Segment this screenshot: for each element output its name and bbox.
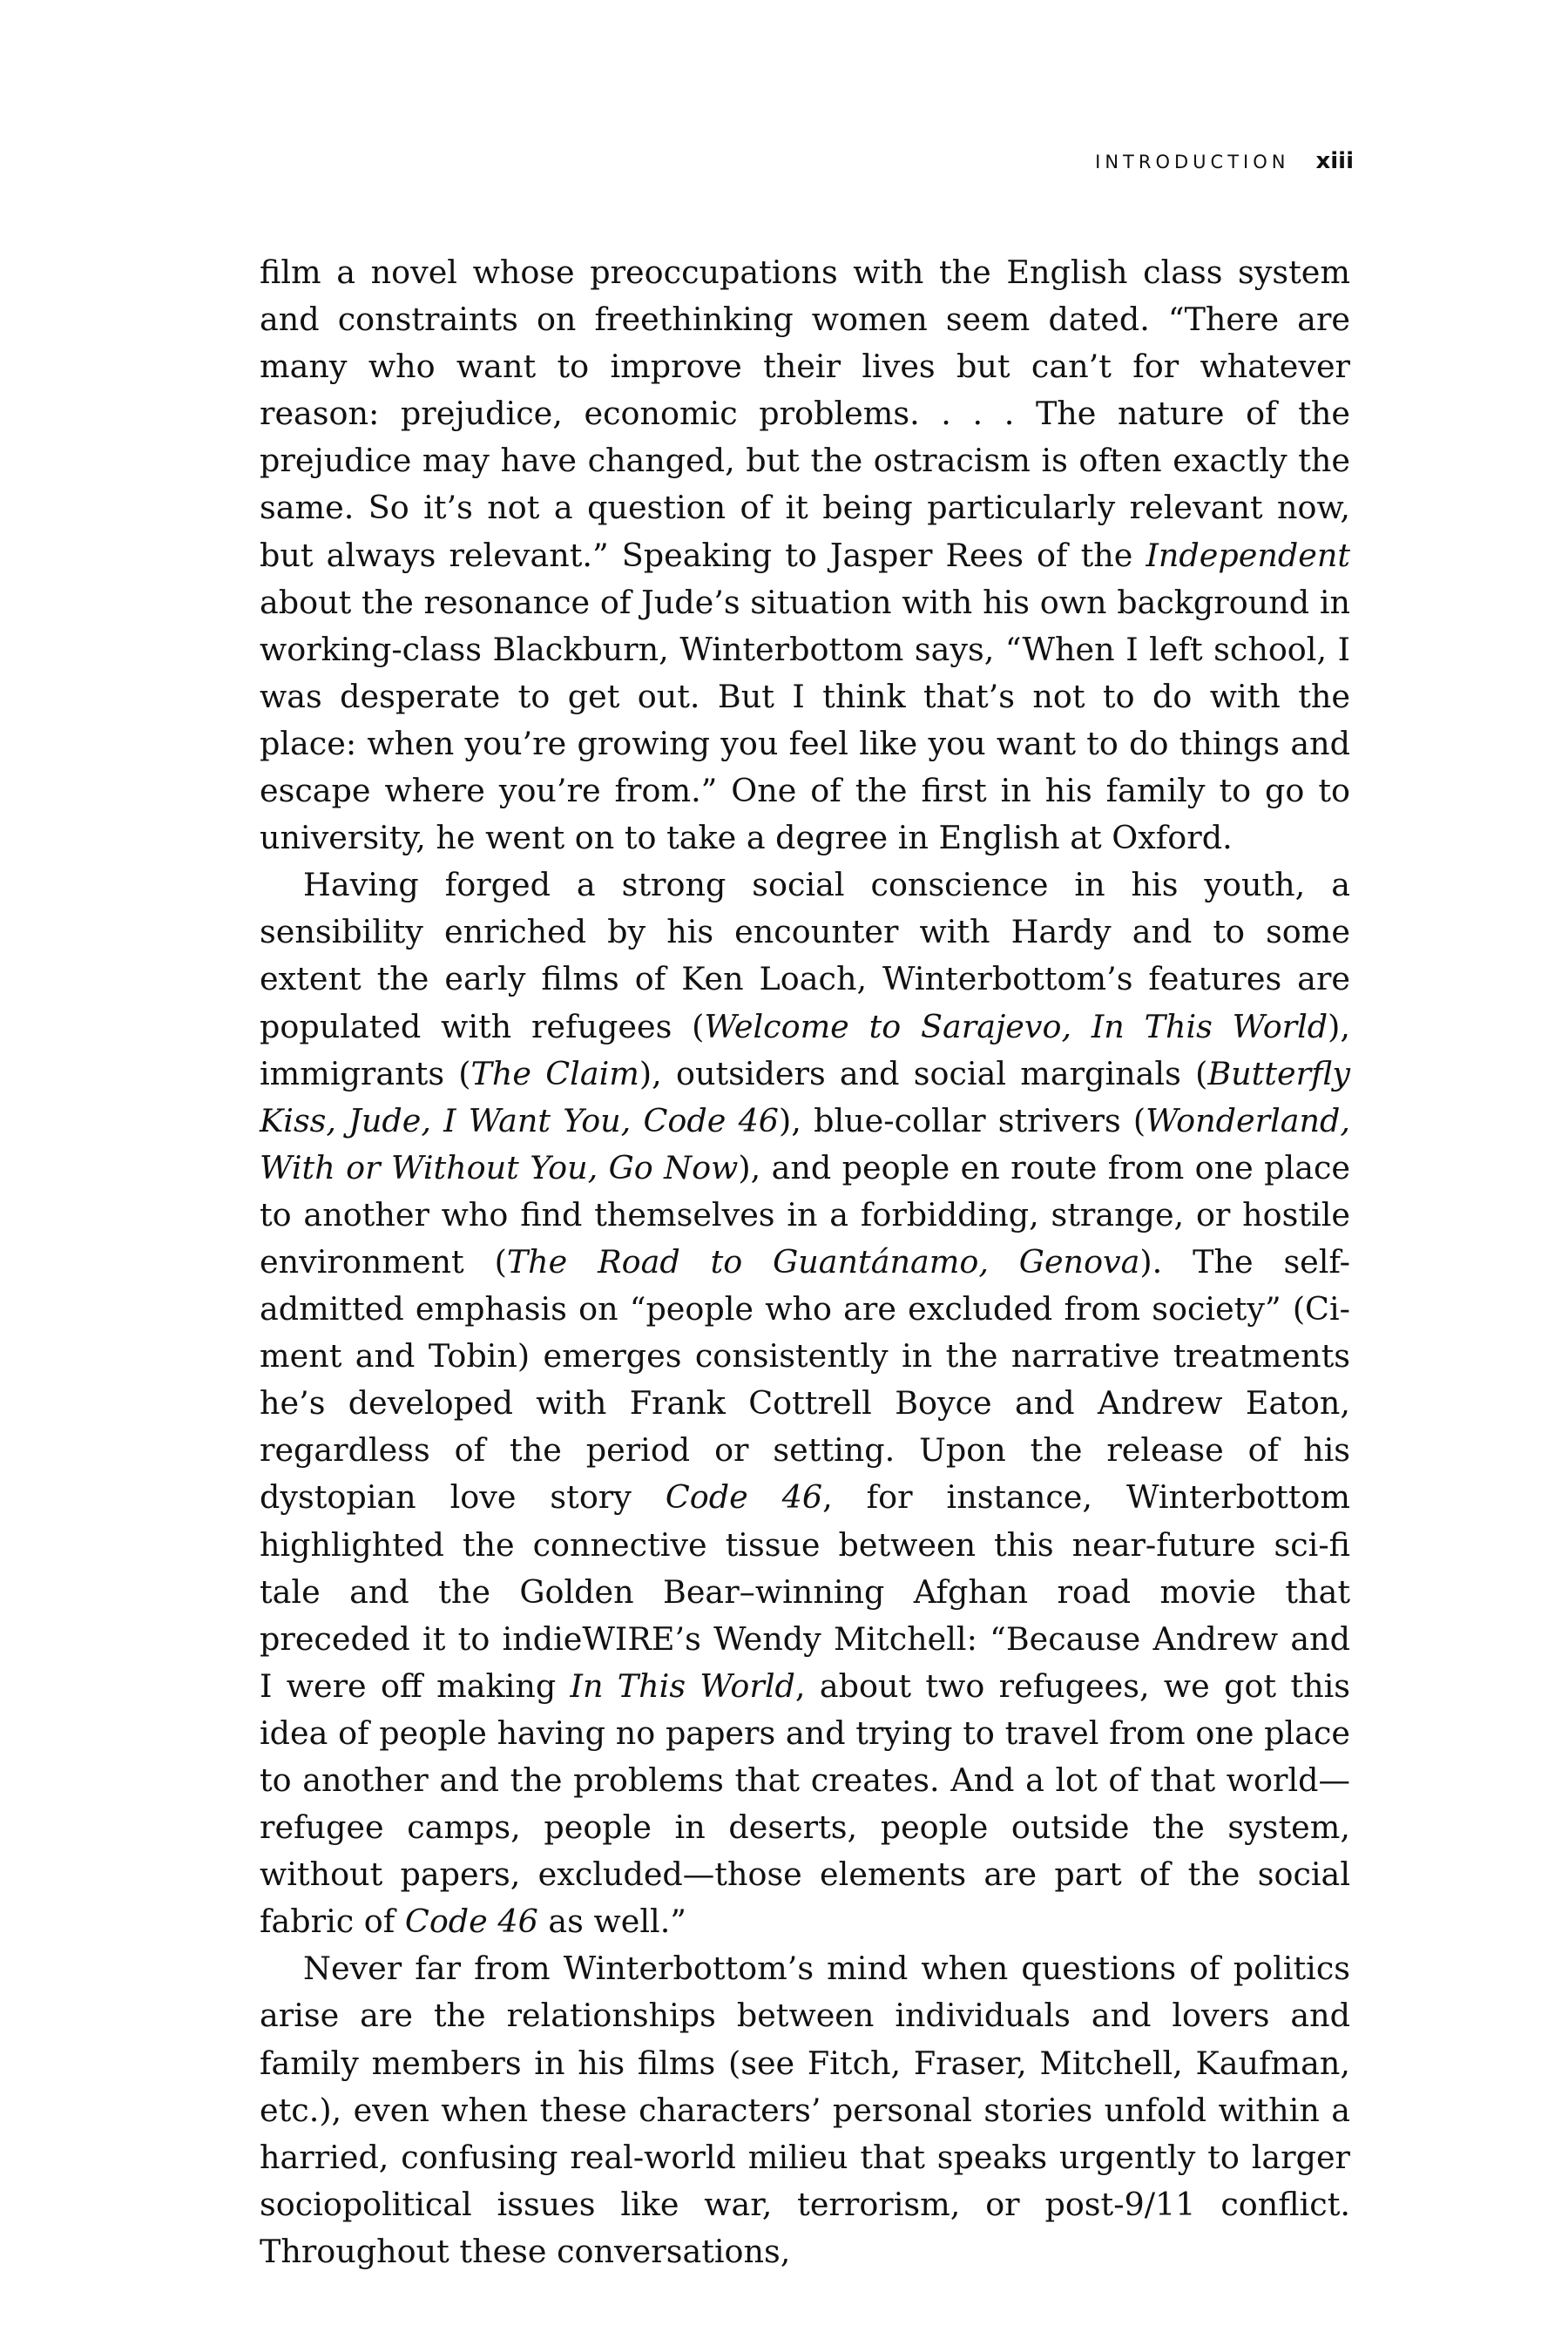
paragraph-2 xyxy=(260,862,1350,1945)
italic-title: Wonderland, With or Without You, Go Now xyxy=(260,1101,1350,1186)
italic-title: Welcome to Sarajevo, In This World xyxy=(704,1007,1328,1045)
running-head-section: INTRODUCTION xyxy=(1095,152,1290,172)
italic-title: Code 46 xyxy=(404,1903,538,1941)
page-number: xiii xyxy=(1315,148,1354,174)
italic-title: Independent xyxy=(1146,536,1350,574)
text-run: as well.” xyxy=(537,1903,686,1941)
italic-title: Code 46 xyxy=(665,1478,823,1517)
italic-title: The Road to Guantánamo, Genova xyxy=(506,1242,1140,1281)
text-run: ), blue-collar strivers ( xyxy=(779,1101,1146,1139)
paragraph-3 xyxy=(260,1945,1350,2275)
paragraph-1 xyxy=(260,249,1350,862)
running-head xyxy=(1095,148,1354,174)
text-run: Having forged a strong social conscience in his youth, a sensibility enriched by his encounter with Hardy and to some extent the early films of Ken Loach, Winterbottom’s features are populated with refugees ( xyxy=(260,866,1350,1045)
italic-title: The Claim xyxy=(470,1054,639,1092)
text-run: ), immigrants ( xyxy=(260,1007,1350,1092)
text-run: film a novel whose preoccupations with the English class system and constraints on freethinking women seem dated. “There are many who want to improve their lives but can’t for whatever reason: prejudice, economic problems. . . . The nature of the prejudice may have changed, but the ostracism is often exactly the same. So it’s not a question of it being particularly relevant now, but always relevant.” Speaking to Jasper Rees of the xyxy=(260,253,1350,574)
italic-title: In This World xyxy=(570,1666,795,1705)
text-run: , for instance, Winterbottom highlighted the connective tissue between this near-future sci-fi tale and the Golden Bear–winning Afghan road movie that preceded it to indieWIRE’s Wendy Mitchell: “Because Andrew and I were off making xyxy=(260,1478,1350,1705)
text-run: ), outsiders and social marginals ( xyxy=(639,1054,1208,1092)
text-run: , about two refugees, we got this idea of people having no papers and trying to travel from one place to another and the problems that creates. And a lot of that world—refugee camps, people in deserts, people outside the system, without papers, excluded—those elements are part of the social fabric of xyxy=(260,1666,1350,1941)
text-run: ), and people en route from one place to another who find themselves in a forbidding, strange, or hostile environment ( xyxy=(260,1148,1351,1281)
body-text xyxy=(260,249,1350,2275)
text-run: Never far from Winterbottom’s mind when questions of politics arise are the relationships between individuals and lovers and family members in his films (see Fitch, Fraser, Mitchell, Kaufman, etc.), even when these characters’ personal stories unfold within a harried, confusing real-world milieu that speaks urgently to larger sociopolitical issues like war, terrorism, or post-9/11 conflict. Throughout these conversations, xyxy=(260,1950,1350,2270)
text-run: about the resonance of Jude’s situation with his own background in working-class Blackburn, Winterbottom says, “When I left school, I was desperate to get out. But I think that’s not to do with the place: when you’re growing you feel like you want to do things and escape where you’re from.” One of the first in his family to go to university, he went on to take a degree in English at Oxford. xyxy=(260,583,1350,857)
italic-title: Butterfly Kiss, Jude, I Want You, Code 46 xyxy=(260,1054,1350,1139)
text-run: ). The self-admitted emphasis on “people who are excluded from society” (Ciment and Tobin) emerges consistently in the narrative treatments he’s developed with Frank Cottrell Boyce and Andrew Eaton, regardless of the period or setting. Upon the release of his dystopian love story xyxy=(260,1242,1350,1517)
